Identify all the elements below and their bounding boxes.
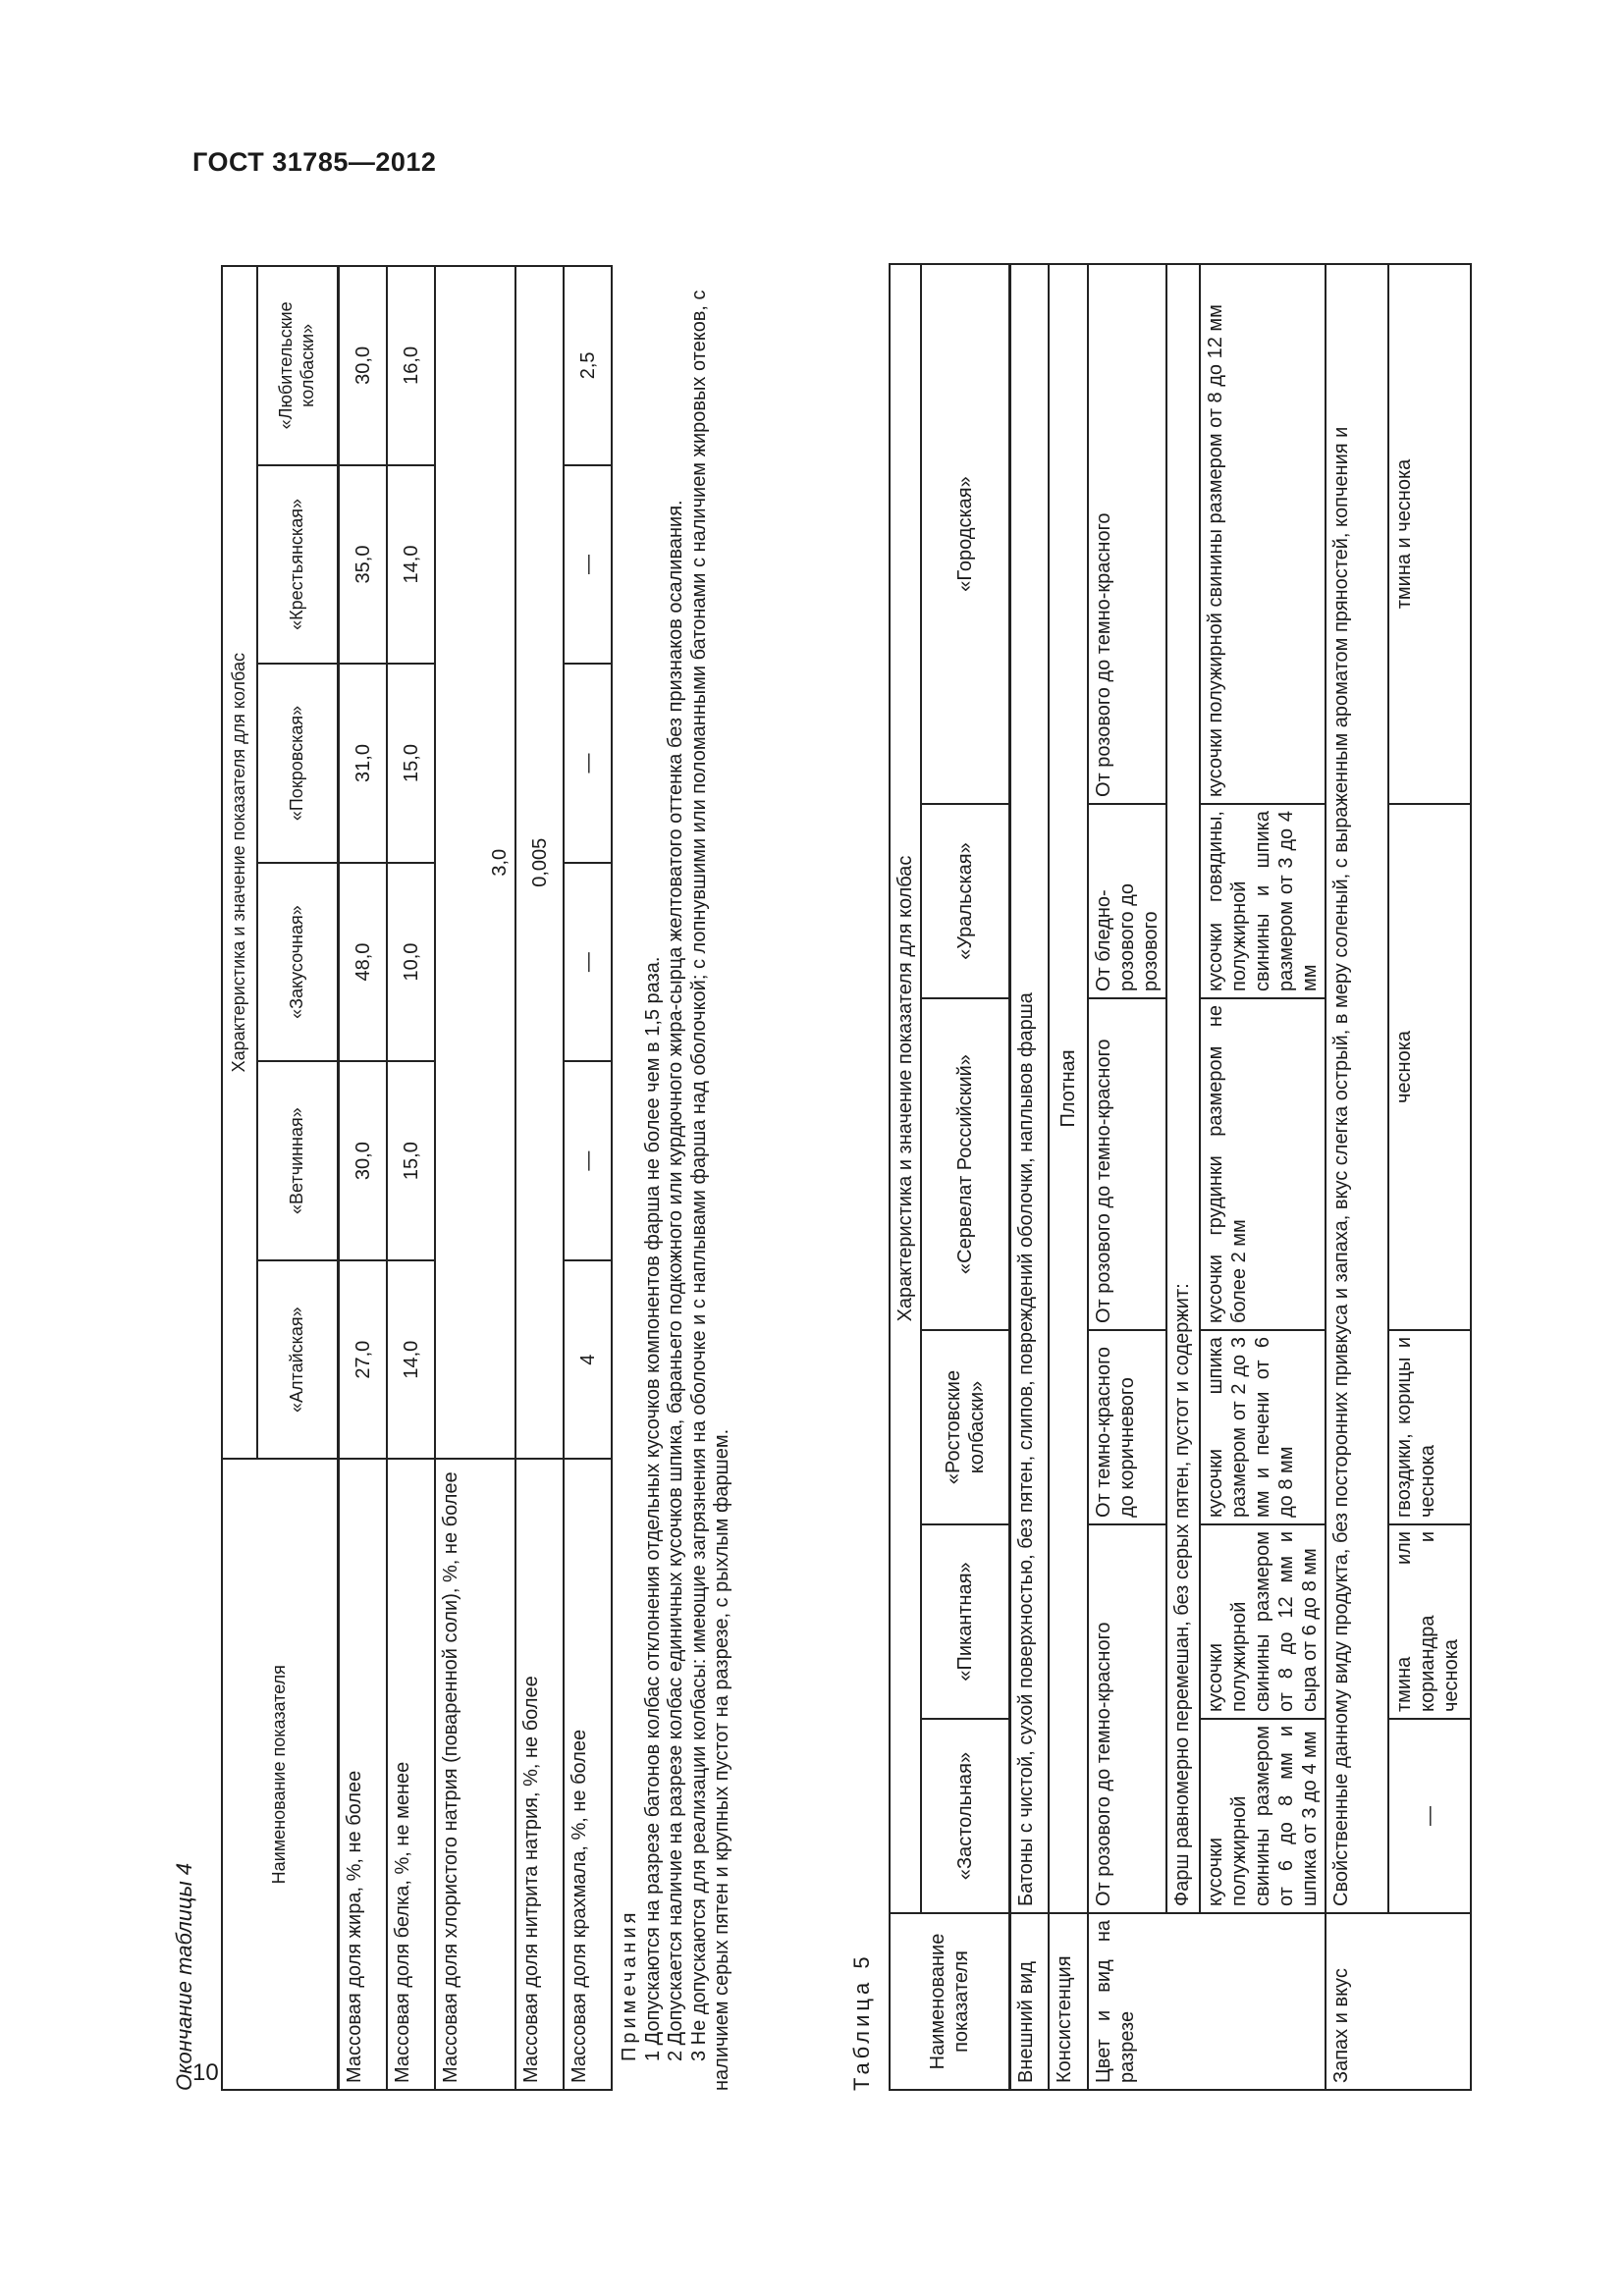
table5-row-appearance: [1009, 264, 1049, 2090]
table4-row: [515, 266, 564, 2090]
table5-column-header: «Пикантная»: [921, 1524, 1009, 1719]
table4-column-header: «Покровская»: [257, 664, 339, 863]
note-item: 2 Допускается наличие на разрезе колбас единичных кусочков шпика, бараньего подкожного или курдючного жира-сырца желтоватого оттенка без признаков осаливания.: [665, 500, 687, 2061]
cell: От розового до темно-красного: [1088, 264, 1166, 804]
note-item: 3 Не допускаются для реализации колбасы: имеющие загрязнения на оболочке и с наплывами фарша над оболочкой; с лопнувшими или поломанными батонами с наличием жировых отеков, с наличием серых пятен и крупных пустот на разрезе, с рыхлым фаршем.: [687, 290, 733, 2091]
cell: От бледно-розового до розового: [1088, 804, 1166, 998]
cell: —: [564, 1061, 612, 1260]
cell: От розового до темно-красного: [1088, 1524, 1166, 1913]
cell: От розового до темно-красного: [1088, 998, 1166, 1330]
mince-description: Фарш равномерно перемешан, без серых пятен, пустот и содержит:: [1166, 264, 1200, 1913]
cell: 48,0: [339, 863, 388, 1062]
row-label: Массовая доля белка, %, не менее: [387, 1459, 435, 2090]
document-header: ГОСТ 31785—2012: [192, 147, 437, 177]
cell: кусочки полужирной свинины размером от 6 до 8 мм и шпика от 3 до 4 мм: [1200, 1719, 1326, 1913]
table5-column-header: «Уральская»: [921, 804, 1009, 998]
merged-cell: 0,005: [515, 266, 564, 1459]
cell: —: [564, 863, 612, 1062]
cell: 30,0: [339, 266, 388, 465]
cell: 31,0: [339, 664, 388, 863]
table4-column-header: «Алтайская»: [257, 1260, 339, 1460]
table4-notes: [619, 265, 734, 2091]
cell: 2,5: [564, 266, 612, 465]
table4-column-header: «Любительские колбаски»: [257, 266, 339, 465]
table5: [889, 263, 1472, 2091]
cell: 10,0: [387, 863, 435, 1062]
cell: 15,0: [387, 664, 435, 863]
note-item: 1 Допускаются на разрезе батонов колбас отклонения отдельных кусочков компонентов фарша не более чем в 1,5 раза.: [641, 956, 664, 2061]
table4-group-header: Характеристика и значение показателя для колбас: [222, 266, 257, 1459]
table5-caption: Таблица 5: [849, 1952, 874, 2091]
table4-name-header: Наименование показателя: [222, 1459, 339, 2090]
table5-column-header: «Ростовские колбаски»: [921, 1330, 1009, 1524]
table5-name-header: Наименование показателя: [890, 1913, 1009, 2090]
cell: 14,0: [387, 1260, 435, 1460]
row-label: Массовая доля хлористого натрия (поваренной соли), %, не более: [435, 1459, 515, 2090]
cell: 15,0: [387, 1061, 435, 1260]
cell: кусочки грудинки размером не более 2 мм: [1200, 998, 1326, 1330]
table5-row-smell: [1326, 264, 1388, 2090]
cell: От темно-красного до коричневого: [1088, 1330, 1166, 1524]
cell: чеснока: [1388, 804, 1471, 1330]
row-label: Массовая доля крахмала, %, не более: [564, 1459, 612, 2090]
merged-cell: Свойственные данному виду продукта, без посторонних привкуса и запаха, вкус слегка острый, в меру соленый, с выраженным ароматом пряностей, копчения и: [1326, 264, 1388, 1913]
table4-row: [564, 266, 612, 2090]
row-label: Запах и вкус: [1326, 1913, 1471, 2090]
cell: гвоздики, корицы и чеснока: [1388, 1330, 1471, 1524]
row-label: Консистенция: [1049, 1913, 1088, 2090]
cell: 16,0: [387, 266, 435, 465]
table4-row: [339, 266, 388, 2090]
cell: кусочки говядины, полужирной свинины и шпика размером от 3 до 4 мм: [1200, 804, 1326, 998]
cell: —: [564, 465, 612, 665]
table5-column-header: «Городская»: [921, 264, 1009, 804]
cell: кусочки полужирной свинины размером от 8 до 12 мм: [1200, 264, 1326, 804]
cell: кусочки полужирной свинины размером от 8 до 12 мм и сыра от 6 до 8 мм: [1200, 1524, 1326, 1719]
table5-row-color: [1088, 264, 1166, 2090]
cell: 27,0: [339, 1260, 388, 1460]
table5-group-header: Характеристика и значение показателя для колбас: [890, 264, 921, 1913]
table4: [221, 265, 613, 2091]
page-number: 10: [192, 2059, 219, 2086]
cell: тмина и чеснока: [1388, 264, 1471, 804]
table4-column-header: «Закусочная»: [257, 863, 339, 1062]
table4-row: [387, 266, 435, 2090]
merged-cell: Плотная: [1049, 264, 1088, 1913]
row-label: Цвет и вид на разрезе: [1088, 1913, 1326, 2090]
table5-column-header: «Застольная»: [921, 1719, 1009, 1913]
row-label: Внешний вид: [1009, 1913, 1049, 2090]
notes-title: Примечания: [619, 1908, 640, 2061]
row-label: Массовая доля жира, %, не более: [339, 1459, 388, 2090]
cell: —: [1388, 1719, 1471, 1913]
cell: 35,0: [339, 465, 388, 665]
table4-column-header: «Крестьянская»: [257, 465, 339, 665]
cell: тмина или кориандра и чеснока: [1388, 1524, 1471, 1719]
cell: —: [564, 664, 612, 863]
row-label: Массовая доля нитрита натрия, %, не более: [515, 1459, 564, 2090]
table5-row-consistency: [1049, 264, 1088, 2090]
merged-cell: 3,0: [435, 266, 515, 1459]
rotated-content: [172, 236, 1522, 2091]
cell: 14,0: [387, 465, 435, 665]
cell: 30,0: [339, 1061, 388, 1260]
table5-column-header: «Сервелат Российский»: [921, 998, 1009, 1330]
cell: 4: [564, 1260, 612, 1460]
table4-caption: Окончание таблицы 4: [172, 1862, 196, 2091]
table4-row: [435, 266, 515, 2090]
cell: кусочки шпика размером от 2 до 3 мм и печени от 6 до 8 мм: [1200, 1330, 1326, 1524]
merged-cell: Батоны с чистой, сухой поверхностью, без пятен, слипов, повреждений оболочки, наплывов фарша: [1009, 264, 1049, 1913]
table4-column-header: «Ветчинная»: [257, 1061, 339, 1260]
